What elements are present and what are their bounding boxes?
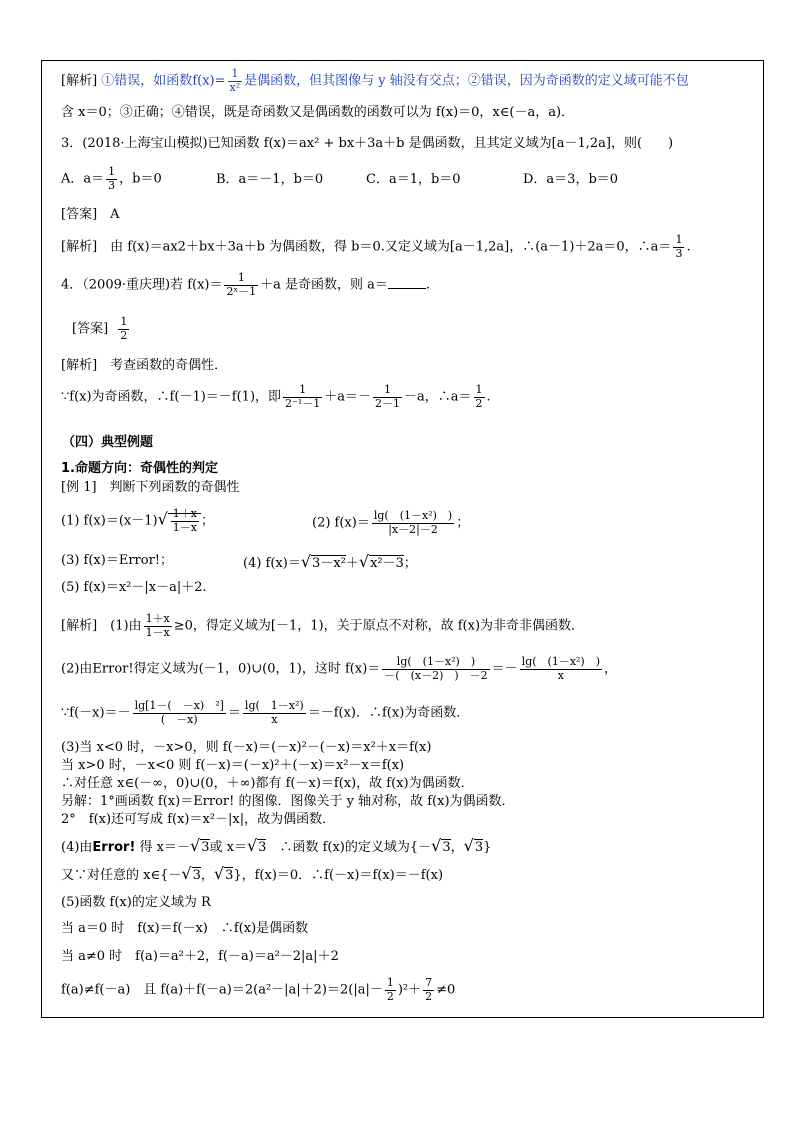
fraction: $\frac{\text{lg( 1－x²)}}{x}$ — [244, 699, 304, 726]
analysis-tag: [解析] — [61, 73, 98, 89]
question4-answer: [答案] $\frac{1}{2}$ — [72, 315, 128, 342]
fraction: $\frac{\text{lg( (1－x²) )}}{|x-2|-2}$ — [373, 509, 453, 536]
solution-2b: ∵f(－x)＝－ $\frac{\text{lg[1－( －x) ²]}}{( -x)}$ ＝ $\frac{\text{lg( 1－x²)}}{x}$ ＝－f(x)．∴f(x)为奇函数． — [61, 699, 470, 726]
analysis1-line2: 含 x＝0；③正确；④错误，既是奇函数又是偶函数的函数可以为 f(x)＝0，x∈(－a，a)． — [61, 105, 575, 120]
solution-1: [解析] (1)由 $\frac{1+x}{1-x}$ ≥0，得定义域为[－1，1)，关于原点不对称，故 f(x)为非奇非偶函数． — [61, 612, 585, 639]
fraction: $\frac{\text{lg( (1－x²) )}}{x}$ — [521, 655, 601, 682]
fraction: $\frac{1}{\text{x²}}$ — [229, 67, 241, 94]
fraction: $\frac{1}{\text{2⁻¹－1}}$ — [285, 383, 321, 410]
section-heading: （四）典型例题 — [62, 435, 154, 450]
fraction: $\frac{\text{lg( (1－x²) )}}{-( (x-2) ) -2}$ — [384, 655, 488, 682]
example-title: [例 1] 判断下列函数的奇偶性 — [61, 480, 240, 495]
function-expr: f(x)= — [192, 73, 226, 89]
section-subheading: 1.命题方向：奇偶性的判定 — [61, 461, 218, 476]
example-item-4: (4) f(x)＝√3－x²＋√x²－3； — [243, 552, 417, 571]
fraction: $\frac{7}{2}$ — [425, 976, 433, 1003]
fraction: $\frac{1+x}{1-x}$ — [172, 507, 197, 534]
option-b: B．a＝－1，b＝0 — [216, 172, 324, 187]
example-item-5: (5) f(x)＝x²－|x－a|＋2. — [61, 580, 207, 595]
solution-3-line3: ∴对任意 x∈(－∞，0)∪(0，＋∞)都有 f(－x)＝f(x)，故 f(x)为偶函数． — [61, 776, 474, 791]
example-item-3: (3) f(x)＝Error!； — [61, 553, 174, 568]
question3-options: A．a＝ $\frac{1}{3}$ ，b＝0 — [61, 165, 162, 192]
solution-5-line4: f(a)≠f(－a) 且 f(a)＋f(－a)＝2(a²－|a|＋2)＝2(|a|－ $\frac{1}{2}$ )²＋ $\frac{7}{2}$ ≠0 — [61, 976, 456, 1003]
question4-stem: 4．（2009·重庆理)若 f(x)＝ $\frac{1}{\text{2ˣ－1}}$ ＋a 是奇函数，则 a＝ . — [61, 271, 431, 298]
analysis1-line1 — [61, 68, 689, 94]
answer-blank[interactable] — [388, 278, 426, 289]
question3-answer: [答案] A — [61, 207, 120, 222]
solution-4: (4)由Error! 得 x＝－√3或 x＝√3 ∴函数 f(x)的定义域为{－√3，√3} — [61, 836, 492, 855]
fraction: $\frac{1}{3}$ — [675, 233, 683, 260]
analysis-text: 是偶函数，但其图像与 y 轴没有交点；②错误，因为奇函数的定义域可能不包 — [244, 73, 689, 89]
fraction: $\frac{\text{lg[1－( －x) ²]}}{( -x)}$ — [134, 699, 224, 726]
solution-5-line1: (5)函数 f(x)的定义域为 R — [61, 895, 211, 910]
fraction: $\frac{1}{2}$ — [120, 315, 128, 342]
solution-3-line2: 当 x>0 时，－x<0 则 f(－x)＝(－x)²＋(－x)＝x²－x＝f(x) — [61, 758, 405, 773]
fraction: $\frac{1}{\text{2ˣ－1}}$ — [226, 271, 257, 298]
question3-stem: 3．(2018·上海宝山模拟)已知函数 f(x)＝ax² + bx＋3a＋b 是偶函数，且其定义域为[a－1,2a]，则( ) — [61, 136, 674, 151]
option-d: D．a＝3，b＝0 — [523, 172, 619, 187]
example-item-1: (1) f(x)＝(x－1)√ $\frac{1+x}{1-x}$ ； — [61, 507, 215, 534]
solution-3-line1: (3)当 x<0 时，－x>0，则 f(－x)＝(－x)²－(－x)＝x²＋x＝f(x) — [61, 740, 432, 755]
question4-derivation: ∵f(x)为奇函数，∴f(－1)＝－f(1)，即 $\frac{1}{\text{2⁻¹－1}}$ ＋a＝－ $\frac{1}{2-1}$ －a，∴a＝ $\frac{1}{2}$ . — [61, 383, 491, 410]
analysis-text: ①错误，如函数 — [101, 73, 193, 89]
fraction: $\frac{1}{3}$ — [108, 165, 116, 192]
option-c: C．a＝1，b＝0 — [366, 172, 461, 187]
solution-5-line2: 当 a＝0 时 f(x)＝f(－x) ∴f(x)是偶函数 — [61, 921, 309, 936]
option-a: A．a＝ — [61, 171, 105, 187]
solution-2: (2)由Error!得定义域为(－1，0)∪(0，1)，这时 f(x)＝ $\frac{\text{lg( (1－x²) )}}{-( (x-2) ) -2}$ ＝－ $\frac{\text{lg( (1－x²) )}}{x}$ ， — [61, 655, 618, 682]
fraction: $\frac{1+x}{1-x}$ — [145, 612, 170, 639]
fraction: $\frac{1}{2}$ — [475, 383, 483, 410]
example-item-2: (2) f(x)＝ $\frac{\text{lg( (1－x²) )}}{|x-2|-2}$ ； — [312, 509, 470, 536]
solution-4b: 又∵对任意的 x∈{－√3，√3}，f(x)＝0．∴f(－x)＝f(x)＝－f(x) — [61, 864, 444, 883]
solution-3-line5: 2° f(x)还可写成 f(x)＝x²－|x|，故为偶函数． — [61, 812, 336, 827]
fraction: $\frac{1}{2-1}$ — [375, 383, 400, 410]
question4-analysis: [解析] 考查函数的奇偶性． — [61, 358, 228, 373]
solution-3-line4: 另解：1°画函数 f(x)＝Error! 的图像．图像关于 y 轴对称，故 f(x)为偶函数． — [61, 794, 515, 809]
solution-5-line3: 当 a≠0 时 f(a)＝a²＋2，f(－a)＝a²－2|a|＋2 — [61, 949, 339, 964]
question3-analysis: [解析] 由 f(x)＝ax2＋bx＋3a＋b 为偶函数，得 b＝0.又定义域为[a－1,2a]，∴(a－1)＋2a＝0，∴a＝ $\frac{1}{3}$ . — [61, 233, 691, 260]
fraction: $\frac{1}{2}$ — [386, 976, 394, 1003]
